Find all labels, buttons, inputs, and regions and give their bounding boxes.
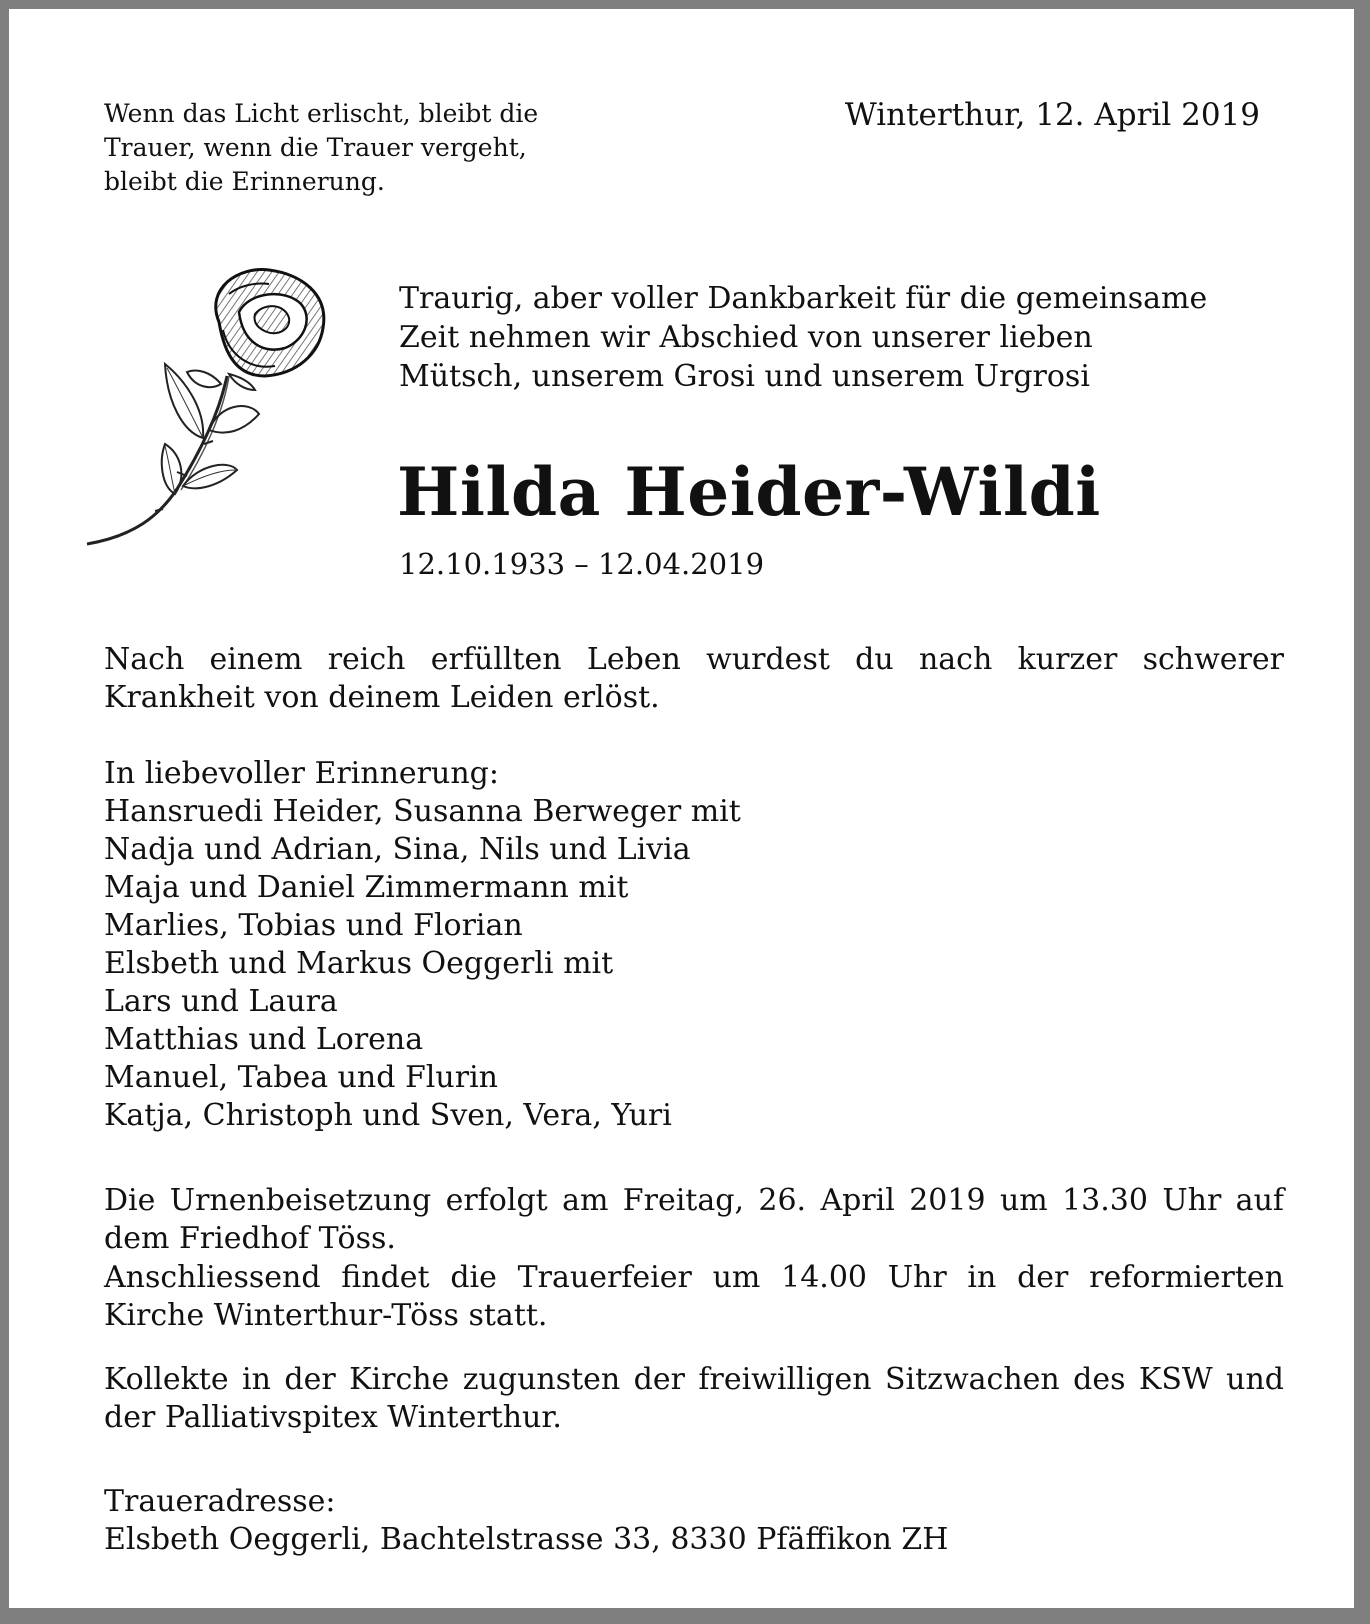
memory-name-line: Matthias und Lorena xyxy=(104,1022,424,1057)
quote-line: bleibt die Erinnerung. xyxy=(104,167,385,196)
memory-name-line: Maja und Daniel Zimmermann mit xyxy=(104,870,629,905)
quote-line: Wenn das Licht erlischt, bleibt die xyxy=(104,99,539,128)
memory-name-line: Marlies, Tobias und Florian xyxy=(104,908,523,943)
paragraph-burial: Die Urnenbeisetzung erfolgt am Freitag, 26. April 2019 um 13.30 Uhr auf dem Friedhof Töss. xyxy=(104,1183,1284,1256)
intro-text xyxy=(399,279,1207,396)
address-value: Elsbeth Oeggerli, Bachtelstrasse 33, 8330 Pfäffikon ZH xyxy=(104,1522,949,1557)
deceased-name: Hilda Heider-Wildi xyxy=(397,453,1101,531)
quote-line: Trauer, wenn die Trauer vergeht, xyxy=(104,133,527,162)
memory-name-line: Manuel, Tabea und Flurin xyxy=(104,1060,498,1095)
life-dates: 12.10.1933 – 12.04.2019 xyxy=(399,547,765,581)
paragraph-ceremony: Anschliessend findet die Trauerfeier um 14.00 Uhr in der reformierten Kirche Winterthur-Töss statt. xyxy=(104,1260,1284,1333)
memory-name-line: Nadja und Adrian, Sina, Nils und Livia xyxy=(104,832,691,867)
rose-icon xyxy=(79,264,349,564)
place-date: Winterthur, 12. April 2019 xyxy=(844,97,1260,133)
quote xyxy=(104,97,538,199)
memory-name-line: Lars und Laura xyxy=(104,984,338,1019)
mourning-address xyxy=(104,1483,1284,1559)
memory-name-line: Elsbeth und Markus Oeggerli mit xyxy=(104,946,614,981)
memory-name-line: Hansruedi Heider, Susanna Berweger mit xyxy=(104,794,741,829)
memory-name-line: Katja, Christoph und Sven, Vera, Yuri xyxy=(104,1098,672,1133)
paragraph-life: Nach einem reich erfüllten Leben wurdest du nach kurzer schwerer Krankheit von deinem Leiden erlöst. xyxy=(104,642,1284,715)
intro-line: Mütsch, unserem Grosi und unserem Urgrosi xyxy=(399,359,1090,394)
address-label: Traueradresse: xyxy=(104,1484,336,1519)
paragraph-collection: Kollekte in der Kirche zugunsten der freiwilligen Sitzwachen des KSW und der Palliativspitex Winterthur. xyxy=(104,1362,1284,1435)
intro-line: Traurig, aber voller Dankbarkeit für die gemeinsame xyxy=(399,281,1208,316)
intro-line: Zeit nehmen wir Abschied von unserer lieben xyxy=(399,320,1093,355)
memory-heading: In liebevoller Erinnerung: xyxy=(104,756,499,791)
memory-list xyxy=(104,755,1284,1135)
